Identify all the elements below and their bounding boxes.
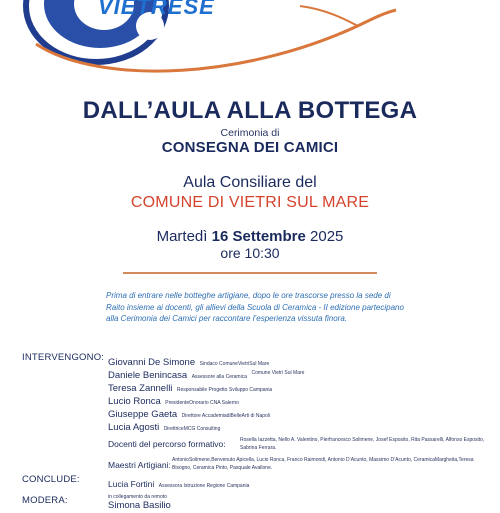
maestri-list: AntonioSolimene,Benvenuto Apicella, Lucio Ronca, Franco Raimondi, Antonio D’Acunto, Massimo D’Acunto, CeramicaMargheita,Teresa Bisogno, Ceramica Pinto, Pasquale Avallone. [172,457,474,471]
date-day-month: 16 Settembre [211,228,306,245]
intervengono-label: INTERVENGONO: [22,352,105,363]
conclude-role: Assessora Istruzione Regione Campania [158,483,250,489]
speaker-role: DirettriceMCG Consulting [163,426,221,432]
logo-wordmark: VIETRESE [98,0,215,19]
speaker-name: Lucia Agosti [108,422,160,433]
venue-name: COMUNE DI VIETRI SUL MARE [130,194,370,211]
speaker-role: Sindaco ComuneVietriSul Mare [199,361,270,367]
docenti-label-text: Docenti del percorso formativo: [108,439,226,449]
event-date [0,228,500,245]
vietrese-logo-graphic [0,0,500,100]
modera-name: Simona Basilio [108,500,171,511]
conclude-note-text: in collegamento da remoto [108,494,167,500]
speaker-role: Assessore alla Ceramica [191,374,247,380]
docenti-label [108,434,238,452]
speaker-role: Responsabile Progetto Sviluppo Campania [176,387,273,393]
date-year: 2025 [310,228,344,245]
speaker-row [108,417,220,435]
speaker-role-extra: Comune Vietri Sul Mare [251,370,305,376]
event-time: ore 10:30 [220,245,280,261]
maestri-label-text: Maestri Artigiani: [108,460,171,470]
date-weekday: Martedì [156,228,208,245]
section-divider [123,272,377,274]
modera-label: MODERA: [22,495,68,506]
event-subtitle-intro: Cerimonia di [220,127,280,139]
speaker-role: PresidenteOnorario CNA Salerno [165,400,239,406]
modera-row [108,495,171,513]
docenti-list: Rosella Iazzetta, Nello A. Valentino, Pierfrancesco Solimene, Josef Esposito, Rita Passarelli, Alfonso Esposito, Sabrina Ferrara. [240,437,485,451]
event-title: DALL’AULA ALLA BOTTEGA [82,97,418,124]
event-subtitle: CONSEGNA DEI CAMICI [161,139,339,156]
speaker-name: Giuseppe Gaeta [108,409,178,420]
conclude-label: CONCLUDE: [22,474,80,485]
speaker-role: Direttore AccademiadiBelleArti di Napoli [181,413,271,419]
speaker-name: Giovanni De Simone [108,357,196,368]
speaker-name: Teresa Zannelli [108,383,173,394]
speaker-name: Lucio Ronca [108,396,161,407]
conclude-name: Lucia Fortini [108,479,155,489]
speaker-name: Daniele Benincasa [108,370,188,381]
venue-label: Aula Consiliare del [183,174,317,191]
intro-paragraph: Prima di entrare nelle botteghe artigiane, dopo le ore trascorse presso la sede di Raito insieme ai docenti, gli allievi della Scuola di Ceramica - II edizione partecipano alla Cerimonia dei Camici per raccontare l’esperienza vissuta finora. [106,291,404,324]
